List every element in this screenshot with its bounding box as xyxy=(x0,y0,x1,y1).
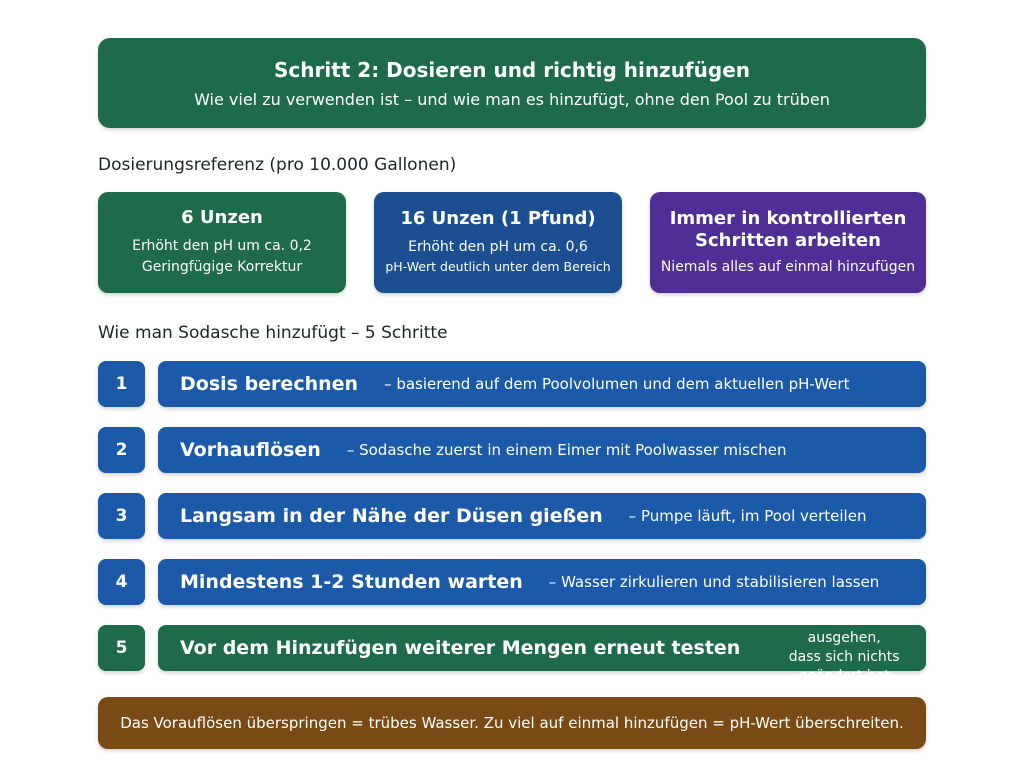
steps-section-label: Wie man Sodasche hinzufügt – 5 Schritte xyxy=(98,323,448,343)
dosage-card-title: 6 Unzen xyxy=(181,207,263,229)
step-number-badge: 2 xyxy=(98,427,145,473)
dosage-card-title-line1: Immer in kontrollierten xyxy=(669,207,907,229)
dosage-card-note: pH-Wert deutlich unter dem Bereich xyxy=(385,258,611,274)
step-number-badge: 1 xyxy=(98,361,145,407)
dosage-card-effect: Erhöht den pH um ca. 0,6 xyxy=(408,238,588,255)
step-title: Vor dem Hinzufügen weiterer Mengen erneut testen xyxy=(180,637,741,659)
dosage-card-controlled-steps xyxy=(650,192,926,293)
step-description-line1: – niemals davon ausgehen, xyxy=(787,611,902,647)
dosage-card-note: Niemals alles auf einmal hinzufügen xyxy=(660,258,916,275)
step-description: – Pumpe läuft, im Pool verteilen xyxy=(628,507,867,525)
dosage-card-16oz xyxy=(374,192,622,293)
dosage-section-label: Dosierungsreferenz (pro 10.000 Gallonen) xyxy=(98,155,457,175)
page-title: Schritt 2: Dosieren und richtig hinzufügen xyxy=(273,57,750,82)
step-description: – Sodasche zuerst in einem Eimer mit Poolwasser mischen xyxy=(346,441,787,459)
dosage-card-title xyxy=(656,208,920,253)
step-row-3 xyxy=(158,493,926,539)
dosage-card-note: Geringfügige Korrektur xyxy=(141,258,303,275)
step-title: Vorhauflösen xyxy=(180,439,321,461)
step-number-badge: 4 xyxy=(98,559,145,605)
step-title: Langsam in der Nähe der Düsen gießen xyxy=(180,505,603,527)
step-row-5 xyxy=(158,611,926,684)
warning-text: Das Vorauflösen überspringen = trübes Wasser. Zu viel auf einmal hinzufügen = pH-Wert überschreiten. xyxy=(120,714,904,732)
step-description xyxy=(762,610,926,686)
step-row-4 xyxy=(158,559,926,605)
step-number-badge: 3 xyxy=(98,493,145,539)
step-description: – basierend auf dem Poolvolumen und dem aktuellen pH-Wert xyxy=(384,375,850,393)
step-row-2 xyxy=(158,427,926,473)
step-row-1 xyxy=(158,361,926,407)
page-subtitle: Wie viel zu verwenden ist – und wie man es hinzufügt, ohne den Pool zu trüben xyxy=(194,89,830,109)
dosage-card-effect: Erhöht den pH um ca. 0,2 xyxy=(132,237,312,254)
dosage-card-title: 16 Unzen (1 Pfund) xyxy=(400,208,596,230)
step-number-badge: 5 xyxy=(98,625,145,671)
header-banner xyxy=(98,38,926,128)
warning-banner xyxy=(98,697,926,749)
step-title: Mindestens 1-2 Stunden warten xyxy=(180,571,523,593)
dosage-card-title-line2: Schritten arbeiten xyxy=(695,230,881,251)
step-description: – Wasser zirkulieren und stabilisieren lassen xyxy=(548,573,880,591)
step-title: Dosis berechnen xyxy=(180,373,359,395)
step-description-line2: dass sich nichts geändert hat xyxy=(788,649,900,684)
dosage-card-6oz xyxy=(98,192,346,293)
